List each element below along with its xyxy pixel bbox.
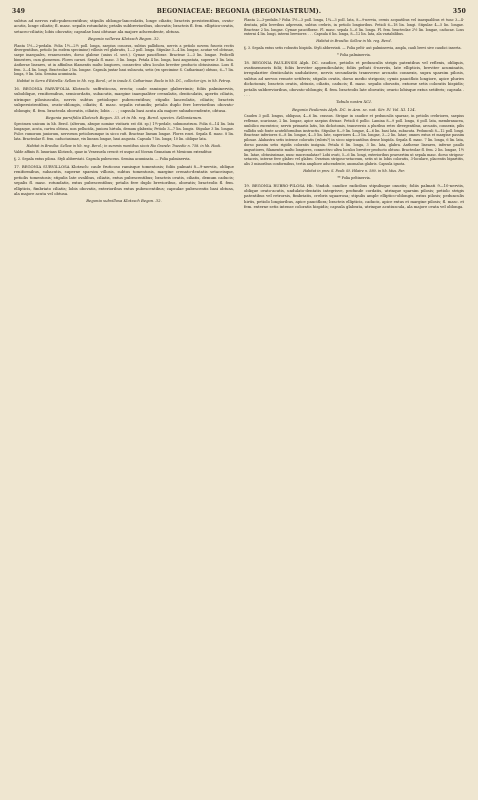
section-heading: §. 3. Sepala extus setis robustis hispida. Styli abbreviati. — Folia pelti- aut palminervia, ampla, cauli brevi sive caudici inserta. <box>244 45 462 50</box>
paragraph: subtus ad nervos rufo-pubescentibus; stipulis oblongo-lanceolatis, longe ciliatis; bracteis persistentibus, ovato-acutis, longe ciliatis; fl. masc. sepalis rotundatis; petalis subbrevioribus, obovatis; bracteis fl. fem. elliptico-ovatis, setaceo-ciliatis; lobis obovatis; capsulae basi obtusae ala majore adscendente, obtusa. <box>14 18 234 34</box>
species-entry: 16. BEGONIA PARVIFOLIA Klotzsch: suffruticosa, erecta; caule ramisque glaberrimis; foliis palminerviis, suboblique, reniformibus, semicordatis, subacutis, margine inaequaliter crenulatis, denticulatis, apertis ciliatis, utrinque pilosiusculis, nervis subtus petioloque pubescentibus; stipulis lanceolatis, ciliatis; bracteis subpersistentibus, ovato-oblongis, ciliatis; fl. masc. sepalis rotundis; petalis duplo fere brevioribus obovato-oblongis; fl. fem. bracteola obovatis, ciliatis; lobis . . . ; capsula basi acuta ala majore subadscendente, obtusa. <box>14 86 234 113</box>
habitat: Habitat in Brasilia: Sellow in hb. reg. Berol.; in summis montibus siccis Rio Grande: Tweedie n. 758. in hb. Hook. <box>26 143 222 148</box>
left-column <box>14 18 234 792</box>
citation: Begonia subvillosa Klotzsch Begon. 32. <box>86 198 162 204</box>
page-number-left: 349 <box>12 8 26 15</box>
description: Specimen unicum in hb. Berol. (alterum, absque nomine visitaris est dit. sp.) 1½-pedale, submonstrum. Folia 6—14 lin. lata longaque, acuta, cartea obtusa, non pellucida, juniora hirtula, demum glabrata; Petiolo 3—7 lin. longis. Stipulae 3 lin. longae. Fulcr. rumorum juniorum, nervorum petiolorumque in sicco rufi. Bracteae lineam longae. Flores rosei. Sepala fl. masc. 8 lin. lata. Bracteolae fl. fem. caduciusimae, vix lineam longae, basi angusta. Capsula 7 lin. longa; 10 lin. oblique lata. <box>14 122 234 141</box>
section-heading: §. 2. Sepala extus pilosa. Styli abbreviati. Capsula pubescens. Semina acuminata. — Folia palminervia. <box>14 157 191 162</box>
citation: Begonia parvifolia Klotzsch Begon. 33. et in hb. reg. Berol. specim. Sellowianum. <box>45 115 203 121</box>
running-header <box>12 8 466 15</box>
text-columns <box>14 18 464 792</box>
page-number-right: 350 <box>452 8 466 15</box>
description: Planta 2—3-pedalis.? Folia 1½—3 poll. longa, 1¼—3 poll. lata, 8—9-nervia, cernis acquatibus vel inaequalibus et tunc 3—4-dentata, pilis brevibus adpressis, subtus crebris, in petiolo longioribus. Petioli 6—18 lin. longi. Stipulae 4—5 lin. longae. Bracteae 2 lin. longae. Cymae pauciflorae. Fl. masc. sepala 5—6 lin. longa. Fl. fem. bracteolae 2½ lin. longae, caducae. Loss externi 4 lin. longi, interni breviores . . . Capsula 6 lin. longa, 8—12 lin. lata, ala variabilibus. <box>244 18 464 37</box>
habitat: Habitat in prov. S. Pauli: St. Hilaire n. 580. in hb. Mus. Par. <box>303 169 405 173</box>
habitat: Habitat in Brasilia: Sellow in hb. reg. Berol. <box>316 39 392 44</box>
subsection-heading: * Folia palminervia. <box>337 52 371 57</box>
citation: Begonia Paulensis Alph. DC. in Ann. sc. nat. Sér. IV. Vol. XI. 124. <box>292 106 416 112</box>
note: Valde affinis B. luxurians Klotzsch, quae in Venezuela crescit et usque ad Novam Granatam et Mexicum extenditur. <box>14 150 213 155</box>
species-entry: 17. BEGONIA SUBVILLOSA Klotzsch: caule fruticoso ramisque tomentosis; foliis palmati 8—9-nerviis, oblique reniformibus, subacutis, superne sparsim villosis, subtus tomentosis, margine crenato-dentatis setaceisque, petiolis tomentosis; stipulis late ovalibus, ciliatis, extus pubescentibus; bracteis ovatis, ciliatis, demum caducis; sepalis fl. masc. rotundatis, extus pubescentibus; petalis fere duplo brevioribus, obovatis; bracteolis fl. fem. ellipticis, fimbriato ciliatis; lobis obovatis, exterioribus extus pubescentibus; capsulae pubescentis basi obtusa, ala majore acuta vel obtusa. <box>14 164 234 197</box>
description: Caudex 3 poll. longus, obliquus, 4—6 lin. crassus. Strigae in caudice et pedunculis sparsae, in petiolis crebriores, saepius reflexae, scariosae, 2 lin. longae, apice saepius divisae. Petioli 6 pollic. Lamina 8—9 poll. longa, 6 poll. lata, membranacea, umbilico excentrico; nervis primariis latis, bis dichotomis, transversis a pluribus retro divergentibus, arcuatis, connexis, pilis vallidis sub fonte acuteliformibus instructis. Stipulae 8—9 lin. longae, 4—6 lin. basi lata, subacuta. Pedunculi 8—12 poll. longi. Bracteae inferiores 6—8 lin. longae, 4—5 lin. late, superiores 4—3 lin. longae, 3—2 lin. latae; omnes extus et margine passim pilosae. Alabastra setis intense coloratis (rubris?) in sicco nigricantibus dense hispida. Sepala fl. masc. 7 lin. longa, 6 lin. lata, dorso passim setis rigidis coloratis insignia. Petala 6 lin. longa, 3 lin. lata, glabra. Antherae lineares, inferne paullo angustiores, filamentis multo longiores, connectivo ultra loculos breviter producto obtuso. Bracteolae fl. fem. 2 lin. longae, 1½ lin. latae, obtusissimae, nunc mucronulatae? Lobi ovati, 5—6 lin. longi, exterioribus praesertim ut sepala masc. dorso strigoso-setaceis, interne fere glabro vel glabro. Ovarium strigoso-setaceum, setis ut in lobis coloratis, 3-loculare, placentis bipartitis, alis 3 minoribus conformibus, tertia ampliore adscendente, anomalus glabris. Capsula ignota. <box>244 114 464 167</box>
habitat: Habitat in Serra d'Estrella: Sellow in hb. reg. Berol.; et in insula S. Catharinae: Baclo in hb. DC., collector ign. in hb. Petrop. <box>16 79 232 84</box>
description: Planta 1½—2-pedalis. Folia 1½—2½ poll. longa, saepius concava, subtus pallidiora, nervis a petiolo novem fusceis rectis divergentibus, petiolo (in eodem specimine) villosis vel glabratis, 1—2 poll. longa. Stipulae 3—4 lin. longae, acutae vel obtusae, saepe inaequales, evanescentes, dorso glabrae (unius cl. sect.). Cymae pauciflorae. Bracteae 2—3 lin. longae. Pedicelli bimestres, cum glomerum. Flores carnei. Sepala fl. masc. 3 lin. longa. Petala 4 lin. longa, basi angustata, superne 3 lin. lata. Antherae lineares, ut in affinibus filamentis multo longiores, connectivo ultra loculos breviter producto obtusissimo. Loss fl. fem. 3—4 lin. longi. Bracteolae 2 lin. longae. Capsula juxtar basi subacuta, setis (ex speciminе S. Catharinae) obtuso, 6—7 lin. longa, 9 lin. lata. Semina acuminata. <box>14 43 234 77</box>
right-column <box>244 18 464 792</box>
plate-reference: Tabula nostra XCI. <box>336 99 372 105</box>
citation: Begonia vellerea Klotzsch Begon. 32. <box>88 36 160 42</box>
species-entry: 18. BEGONIA PAULENSIS Alph. DC. caudice, petiolis et pedunculis strigis patentibus vel reflexis, obliquis, ovatinemeoris folii; foliis breviter appendiculatis; foliis peltati 6-nerviis, late ellipticis, breviter acuminatis, irregulariter denticulatis undulatisve, nervis secundariis transverse arcuatis connexis, supra sparsim pilosis, subtus ad nervos remote setiferis; stipulis ovatis, dorso medio strigosis; cymis pauciflois longiore, apice pluries dichotomis; bracteis ovatis, obtusis, ciliatis, caducis; fl. masc. sepalis obovatis, extorne setis coloratis hispidis; petalis subbrevioribus, obovato-oblongis; fl. fem. bracteolis late obovatis; ovario lobisque extus setiferis; capsula . . . . <box>244 59 464 98</box>
species-entry: 19. BEGONIA RUBRO-PILOSA Hb. Vindob. caudice radicibus stipulisque onustis; foliis palmati 9—10-nerviis, oblique ovato-acutis, undulato-dentatis integrisve, profunde cordatis, utrinque sparsim pilosis; petiolo strigis patentibus vel retrorsis, fimbriatis, crebris squarrosa; stipulis ample elliptico-oblongis, extus pilosis; pedunculis hirtis, petiolo longioribus, apice pauciflora; bracteis ellipticis, caducis, apice extus et margine pilosis; fl. masc. et fem. externe setis intense coloratis hispidis; capsula glabrata, utrinque acutiuscula, ala majore ovata vel oblonga. <box>244 182 464 210</box>
running-title: BEGONIACEAE: BEGONIA (BEGONIASTRUM). <box>156 8 322 15</box>
subsection-heading: ** Folia peltinervia. <box>337 175 371 180</box>
